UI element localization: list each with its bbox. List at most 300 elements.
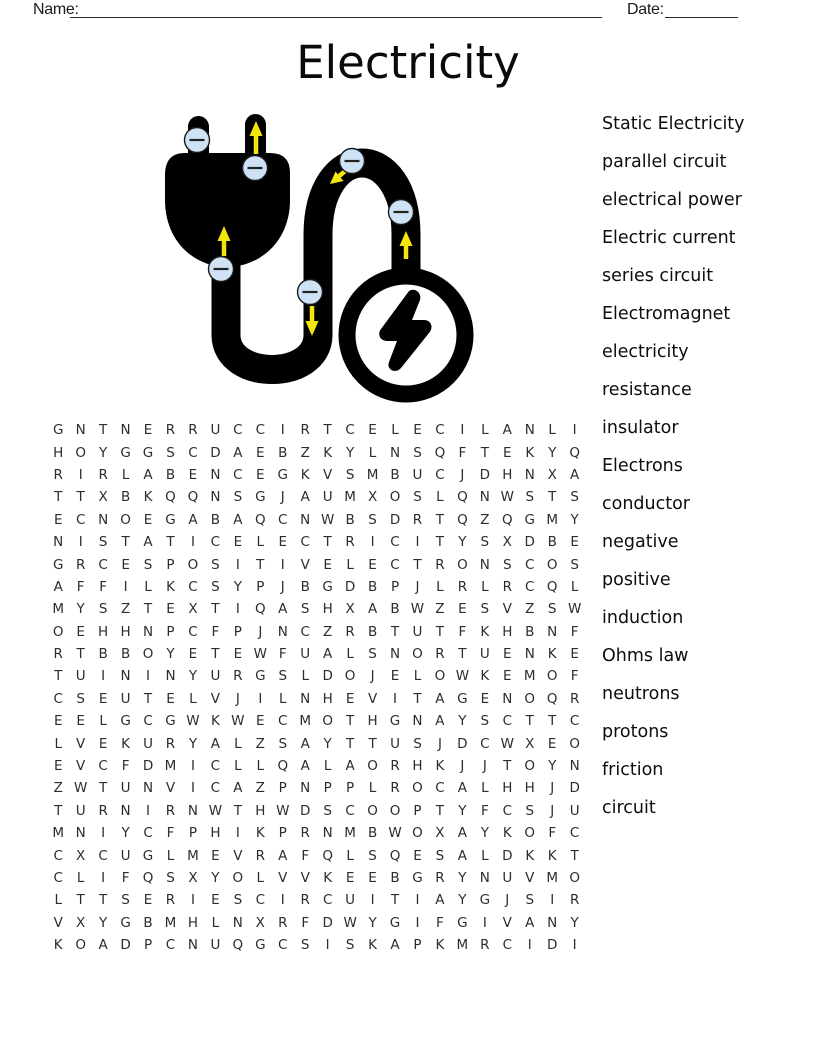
grid-cell: L bbox=[391, 422, 399, 439]
grid-cell: O bbox=[569, 870, 580, 886]
word-item: parallel circuit bbox=[602, 152, 727, 172]
grid-cell: O bbox=[524, 825, 536, 842]
grid-cell: X bbox=[76, 847, 86, 864]
grid-cell: G bbox=[52, 556, 64, 573]
grid-cell: F bbox=[458, 444, 467, 461]
grid-cell: B bbox=[390, 870, 400, 886]
puzzle-title: Electricity bbox=[296, 36, 520, 89]
grid-cell: T bbox=[76, 892, 85, 909]
grid-cell: O bbox=[142, 646, 154, 663]
grid-cell: M bbox=[456, 937, 469, 954]
grid-cell: I bbox=[101, 870, 106, 886]
name-label: Name: bbox=[33, 1, 79, 18]
grid-cell: D bbox=[569, 780, 580, 797]
grid-cell: E bbox=[188, 646, 198, 663]
grid-cell: Y bbox=[548, 444, 557, 461]
grid-cell: A bbox=[53, 578, 63, 595]
grid-cell: S bbox=[413, 489, 422, 506]
grid-cell: B bbox=[143, 914, 153, 931]
grid-cell: K bbox=[525, 847, 535, 864]
grid-cell: R bbox=[457, 578, 468, 595]
grid-cell: E bbox=[345, 870, 355, 886]
grid-cell: P bbox=[413, 937, 422, 954]
grid-cell: R bbox=[75, 556, 86, 573]
grid-row bbox=[47, 867, 586, 889]
grid-cell: N bbox=[389, 444, 401, 461]
grid-cell: A bbox=[367, 601, 378, 618]
grid-cell: C bbox=[435, 422, 445, 439]
grid-cell: E bbox=[256, 713, 265, 730]
grid-cell: P bbox=[233, 623, 242, 640]
grid-cell: S bbox=[345, 937, 355, 954]
grid-cell: Q bbox=[232, 937, 244, 954]
grid-cell: R bbox=[53, 646, 63, 663]
grid-cell: K bbox=[53, 937, 63, 954]
grid-row bbox=[47, 665, 586, 687]
grid-cell: O bbox=[412, 825, 423, 842]
grid-cell: Q bbox=[142, 870, 154, 886]
grid-cell: E bbox=[413, 847, 422, 864]
grid-cell: M bbox=[299, 713, 312, 730]
grid-cell: U bbox=[143, 735, 153, 752]
grid-row bbox=[47, 732, 586, 754]
grid-cell: S bbox=[233, 892, 243, 909]
grid-cell: J bbox=[460, 758, 465, 775]
grid-cell: M bbox=[164, 758, 177, 775]
grid-cell: G bbox=[165, 713, 176, 730]
grid-cell: C bbox=[278, 713, 288, 730]
grid-cell: T bbox=[233, 802, 242, 819]
grid-cell: L bbox=[368, 780, 377, 797]
grid-cell: C bbox=[98, 847, 108, 864]
grid-cell: D bbox=[389, 511, 401, 528]
grid-cell: L bbox=[256, 870, 265, 886]
grid-cell: C bbox=[435, 780, 445, 797]
grid-cell: C bbox=[435, 466, 445, 483]
grid-cell: N bbox=[53, 534, 64, 551]
grid-cell: T bbox=[570, 847, 579, 864]
grid-cell: C bbox=[233, 422, 243, 439]
grid-cell: T bbox=[390, 892, 400, 909]
grid-cell: K bbox=[435, 758, 445, 775]
grid-cell: I bbox=[415, 914, 420, 931]
grid-cell: S bbox=[570, 489, 579, 506]
grid-cell: T bbox=[54, 802, 63, 819]
grid-cell: C bbox=[210, 534, 221, 551]
grid-cell: J bbox=[370, 668, 375, 685]
grid-cell: G bbox=[412, 870, 423, 886]
grid-cell: E bbox=[503, 646, 512, 663]
grid-cell: V bbox=[502, 601, 512, 618]
grid-cell: N bbox=[524, 422, 535, 439]
grid-cell: J bbox=[437, 735, 442, 752]
grid-cell: M bbox=[546, 511, 559, 528]
grid-cell: C bbox=[525, 556, 535, 573]
grid-cell: L bbox=[368, 444, 377, 461]
grid-cell: A bbox=[233, 780, 243, 797]
grid-cell: Z bbox=[300, 444, 310, 461]
grid-cell: K bbox=[547, 646, 557, 663]
grid-cell: T bbox=[435, 802, 445, 819]
grid-cell: I bbox=[101, 825, 106, 842]
grid-cell: C bbox=[165, 937, 176, 954]
grid-cell: S bbox=[121, 892, 130, 909]
grid-cell: V bbox=[210, 690, 221, 707]
grid-cell: E bbox=[166, 690, 175, 707]
grid-cell: A bbox=[278, 601, 288, 618]
grid-cell: C bbox=[300, 623, 310, 640]
grid-cell: A bbox=[143, 534, 153, 551]
grid-cell: R bbox=[435, 646, 445, 663]
grid-row bbox=[47, 419, 586, 441]
grid-cell: C bbox=[255, 422, 266, 439]
grid-cell: W bbox=[410, 601, 425, 618]
grid-cell: C bbox=[98, 758, 108, 775]
grid-cell: I bbox=[482, 914, 487, 931]
grid-cell: Q bbox=[457, 511, 468, 528]
word-item: positive bbox=[602, 570, 671, 590]
grid-cell: N bbox=[547, 623, 558, 640]
grid-cell: N bbox=[187, 802, 198, 819]
grid-cell: C bbox=[188, 444, 198, 461]
grid-cell: C bbox=[480, 735, 490, 752]
grid-cell: P bbox=[143, 937, 153, 954]
word-item: insulator bbox=[602, 418, 679, 438]
grid-cell: O bbox=[546, 556, 558, 573]
grid-row bbox=[47, 509, 586, 531]
grid-cell: P bbox=[188, 825, 198, 842]
grid-cell: T bbox=[323, 422, 332, 439]
grid-cell: E bbox=[211, 892, 220, 909]
grid-cell: F bbox=[99, 578, 108, 595]
grid-cell: J bbox=[280, 489, 285, 506]
grid-cell: E bbox=[390, 668, 400, 685]
grid-cell: L bbox=[189, 690, 197, 707]
grid-cell: X bbox=[367, 489, 378, 506]
grid-cell: K bbox=[502, 825, 512, 842]
grid-cell: C bbox=[300, 534, 310, 551]
grid-cell: G bbox=[255, 668, 266, 685]
grid-cell: C bbox=[233, 466, 243, 483]
grid-cell: T bbox=[143, 690, 153, 707]
grid-cell: D bbox=[300, 802, 311, 819]
grid-cell: Z bbox=[323, 623, 333, 640]
grid-cell: R bbox=[390, 780, 400, 797]
grid-cell: P bbox=[166, 556, 175, 573]
grid-cell: F bbox=[121, 870, 130, 886]
grid-cell: R bbox=[255, 847, 265, 864]
grid-cell: P bbox=[256, 578, 265, 595]
grid-cell: S bbox=[300, 937, 310, 954]
grid-cell: E bbox=[256, 444, 265, 461]
grid-cell: V bbox=[300, 870, 310, 886]
grid-cell: Y bbox=[188, 668, 198, 685]
grid-cell: D bbox=[344, 578, 356, 595]
grid-cell: I bbox=[527, 937, 532, 954]
grid-cell: Z bbox=[525, 601, 535, 618]
grid-cell: J bbox=[550, 802, 555, 819]
grid-cell: X bbox=[255, 914, 265, 931]
grid-row bbox=[47, 531, 586, 553]
grid-cell: N bbox=[210, 466, 221, 483]
grid-cell: E bbox=[503, 444, 512, 461]
grid-cell: C bbox=[502, 802, 512, 819]
grid-cell: Q bbox=[457, 489, 468, 506]
grid-cell: G bbox=[479, 892, 491, 909]
grid-cell: T bbox=[480, 444, 489, 461]
grid-cell: J bbox=[482, 758, 487, 775]
electron-icon bbox=[340, 149, 365, 174]
word-item: conductor bbox=[602, 494, 691, 514]
grid-cell: E bbox=[143, 892, 153, 909]
grid-cell: I bbox=[550, 892, 555, 909]
grid-cell: I bbox=[78, 466, 83, 483]
grid-cell: V bbox=[278, 870, 288, 886]
grid-cell: C bbox=[322, 892, 333, 909]
word-item: Electric current bbox=[602, 228, 736, 248]
grid-cell: A bbox=[300, 489, 310, 506]
grid-cell: O bbox=[569, 735, 580, 752]
grid-cell: I bbox=[572, 422, 577, 439]
grid-cell: E bbox=[143, 422, 153, 439]
grid-cell: I bbox=[190, 534, 195, 551]
grid-cell: S bbox=[143, 556, 153, 573]
grid-cell: G bbox=[120, 713, 131, 730]
grid-cell: G bbox=[457, 690, 468, 707]
grid-cell: R bbox=[435, 556, 445, 573]
name-blank-line bbox=[70, 17, 602, 18]
grid-cell: Z bbox=[435, 601, 445, 618]
word-item: electrical power bbox=[602, 190, 742, 210]
grid-cell: I bbox=[78, 534, 83, 551]
grid-row bbox=[47, 688, 586, 710]
grid-cell: E bbox=[368, 422, 377, 439]
grid-cell: G bbox=[457, 914, 468, 931]
grid-cell: I bbox=[235, 825, 240, 842]
grid-cell: R bbox=[345, 623, 355, 640]
grid-cell: W bbox=[455, 668, 470, 685]
grid-cell: G bbox=[389, 713, 401, 730]
grid-cell: A bbox=[233, 511, 243, 528]
grid-cell: K bbox=[143, 489, 153, 506]
grid-cell: R bbox=[435, 870, 445, 886]
grid-cell: C bbox=[255, 892, 266, 909]
grid-cell: T bbox=[435, 534, 445, 551]
grid-cell: A bbox=[435, 690, 445, 707]
grid-cell: L bbox=[548, 422, 556, 439]
grid-cell: K bbox=[480, 623, 490, 640]
grid-row bbox=[47, 553, 586, 575]
grid-cell: E bbox=[211, 847, 220, 864]
grid-cell: E bbox=[368, 556, 377, 573]
grid-cell: E bbox=[570, 646, 579, 663]
grid-cell: H bbox=[255, 802, 266, 819]
grid-cell: I bbox=[280, 556, 285, 573]
grid-cell: W bbox=[500, 489, 514, 506]
grid-cell: F bbox=[166, 825, 175, 842]
grid-cell: O bbox=[187, 556, 199, 573]
grid-cell: T bbox=[54, 668, 63, 685]
grid-cell: U bbox=[75, 802, 86, 819]
grid-cell: N bbox=[75, 825, 86, 842]
grid-cell: Y bbox=[570, 511, 579, 528]
grid-cell: E bbox=[53, 758, 63, 775]
grid-cell: S bbox=[368, 646, 377, 663]
grid-cell: U bbox=[502, 870, 513, 886]
word-item: Electrons bbox=[602, 456, 683, 476]
grid-cell: J bbox=[258, 623, 263, 640]
grid-row bbox=[47, 486, 586, 508]
grid-cell: O bbox=[524, 758, 536, 775]
grid-cell: S bbox=[211, 556, 220, 573]
grid-cell: Z bbox=[53, 780, 63, 797]
grid-cell: F bbox=[76, 578, 85, 595]
grid-cell: Y bbox=[211, 870, 220, 886]
grid-cell: R bbox=[502, 578, 512, 595]
grid-cell: S bbox=[503, 556, 512, 573]
grid-cell: K bbox=[368, 937, 377, 954]
grid-cell: E bbox=[121, 556, 130, 573]
grid-cell: O bbox=[412, 780, 423, 797]
grid-cell: T bbox=[211, 646, 220, 663]
grid-cell: W bbox=[276, 802, 290, 819]
grid-cell: S bbox=[480, 601, 490, 618]
grid-cell: U bbox=[120, 847, 131, 864]
grid-cell: L bbox=[211, 914, 220, 931]
grid-cell: V bbox=[233, 847, 243, 864]
word-item: negative bbox=[602, 532, 679, 552]
grid-cell: W bbox=[567, 601, 582, 618]
grid-cell: N bbox=[142, 623, 154, 640]
grid-row bbox=[47, 912, 586, 934]
grid-cell: R bbox=[569, 690, 580, 707]
grid-cell: B bbox=[367, 825, 378, 842]
grid-row bbox=[47, 822, 586, 844]
grid-cell: C bbox=[188, 623, 198, 640]
grid-cell: B bbox=[300, 578, 310, 595]
grid-cell: O bbox=[367, 802, 378, 819]
grid-cell: H bbox=[502, 623, 513, 640]
grid-cell: B bbox=[390, 466, 400, 483]
grid-cell: G bbox=[255, 937, 266, 954]
grid-cell: E bbox=[143, 511, 153, 528]
grid-cell: E bbox=[547, 735, 557, 752]
grid-cell: S bbox=[300, 601, 310, 618]
electron-icon bbox=[389, 200, 414, 225]
word-item: electricity bbox=[602, 342, 689, 362]
grid-cell: A bbox=[210, 735, 221, 752]
word-item: Ohms law bbox=[602, 646, 689, 666]
grid-cell: G bbox=[322, 578, 333, 595]
grid-cell: O bbox=[389, 802, 401, 819]
grid-cell: E bbox=[76, 713, 85, 730]
grid-cell: G bbox=[142, 444, 154, 461]
grid-cell: C bbox=[210, 758, 221, 775]
grid-cell: S bbox=[323, 802, 332, 819]
word-item: Static Electricity bbox=[602, 114, 745, 134]
grid-cell: P bbox=[278, 825, 287, 842]
grid-cell: N bbox=[300, 511, 311, 528]
grid-cell: I bbox=[190, 780, 195, 797]
grid-cell: Y bbox=[166, 646, 175, 663]
grid-cell: J bbox=[280, 578, 285, 595]
grid-cell: O bbox=[412, 646, 423, 663]
grid-cell: D bbox=[479, 466, 491, 483]
grid-cell: Q bbox=[501, 511, 513, 528]
grid-cell: S bbox=[166, 444, 175, 461]
grid-cell: H bbox=[187, 914, 199, 931]
grid-cell: H bbox=[367, 713, 378, 730]
grid-cell: Y bbox=[458, 713, 467, 730]
grid-cell: X bbox=[345, 601, 355, 618]
grid-cell: E bbox=[256, 466, 265, 483]
grid-cell: E bbox=[480, 690, 490, 707]
grid-cell: Y bbox=[233, 578, 242, 595]
grid-row bbox=[47, 755, 586, 777]
grid-cell: O bbox=[344, 668, 356, 685]
grid-cell: T bbox=[54, 489, 63, 506]
grid-cell: B bbox=[120, 489, 131, 506]
grid-cell: P bbox=[413, 802, 422, 819]
grid-cell: T bbox=[121, 534, 130, 551]
grid-cell: R bbox=[300, 422, 310, 439]
grid-cell: L bbox=[278, 690, 287, 707]
grid-cell: X bbox=[98, 489, 108, 506]
grid-cell: Y bbox=[76, 601, 85, 618]
grid-cell: Y bbox=[548, 758, 557, 775]
grid-cell: D bbox=[524, 534, 535, 551]
grid-cell: P bbox=[278, 780, 287, 797]
grid-cell: R bbox=[188, 422, 198, 439]
grid-cell: L bbox=[54, 892, 62, 909]
grid-cell: K bbox=[300, 466, 310, 483]
word-item: circuit bbox=[602, 798, 656, 818]
grid-cell: R bbox=[165, 735, 176, 752]
grid-cell: T bbox=[435, 511, 445, 528]
grid-cell: S bbox=[76, 690, 85, 707]
grid-cell: T bbox=[345, 735, 355, 752]
grid-cell: L bbox=[121, 466, 130, 483]
grid-cell: S bbox=[233, 489, 243, 506]
grid-cell: M bbox=[52, 825, 65, 842]
grid-cell: S bbox=[570, 556, 579, 573]
grid-cell: P bbox=[346, 780, 355, 797]
grid-cell: A bbox=[143, 466, 153, 483]
grid-cell: Y bbox=[570, 914, 579, 931]
grid-cell: E bbox=[503, 668, 512, 685]
grid-cell: R bbox=[233, 668, 243, 685]
grid-cell: A bbox=[390, 937, 400, 954]
grid-cell: O bbox=[524, 690, 536, 707]
grid-cell: S bbox=[368, 511, 377, 528]
grid-cell: A bbox=[345, 758, 355, 775]
grid-cell: T bbox=[143, 601, 153, 618]
grid-cell: X bbox=[435, 825, 445, 842]
grid-cell: K bbox=[323, 870, 333, 886]
grid-cell: K bbox=[210, 713, 220, 730]
grid-cell: C bbox=[569, 825, 580, 842]
grid-cell: D bbox=[210, 444, 221, 461]
grid-cell: N bbox=[165, 668, 176, 685]
grid-cell: I bbox=[370, 534, 375, 551]
grid-cell: E bbox=[98, 690, 108, 707]
grid-cell: I bbox=[280, 422, 285, 439]
grid-cell: O bbox=[232, 870, 244, 886]
grid-cell: D bbox=[457, 735, 468, 752]
grid-cell: P bbox=[390, 578, 400, 595]
grid-cell: I bbox=[460, 422, 465, 439]
grid-cell: X bbox=[76, 914, 86, 931]
